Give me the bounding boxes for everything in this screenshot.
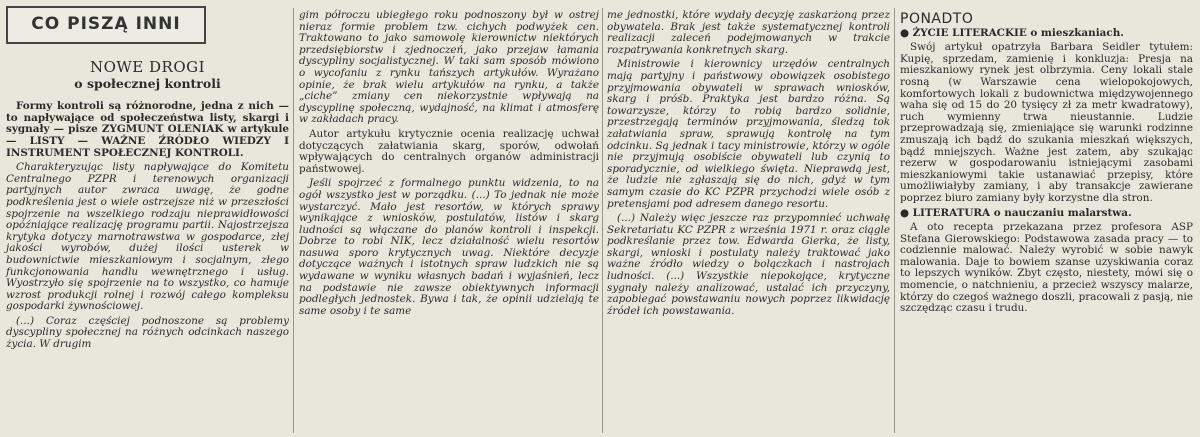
article-column-3 bbox=[607, 10, 890, 320]
article-paragraph: (...) Należy więc jeszcze raz przypomnieć uchwałę Sekretariatu KC PZPR z września 1971 r. oraz ciągle podkreślanie przez tow. Edwarda Gierka, że listy, skargi, wnioski i postulaty należy traktować jako ważne źródło wiedzy o bolączkach i nastrojach ludności. (...) Wszystkie niepokojące, krytyczne sygnały należy analizować, ustalać ich przyczyny, zapobiegać powstawaniu nowych poprzez likwidację źródeł ich powstawania. bbox=[607, 212, 890, 317]
column-divider bbox=[293, 8, 294, 433]
article-column-1 bbox=[6, 6, 289, 354]
ponadto-item-lead: ● LITERATURA o nauczaniu malarstwa. bbox=[900, 206, 1132, 219]
article-title: NOWE DROGI bbox=[89, 58, 206, 76]
article-paragraph: Jeśli spojrzeć z formalnego punktu widzenia, to na ogół wszystko jest w porządku. (...) To jednak nie może wystarczyć. Mało jest resortów, w których sprawy wynikające z wniosków, postulatów, listów i skarg ludności są włączane do planów kontroli i inspekcji. Dobrze to robi NIK, lecz działalność wielu resortów nasuwa sporo krytycznych uwag. Niektóre decyzje dotyczące ważnych i istotnych spraw ludzkich nie są wydawane w wyniku własnych badań i wyjaśnień, lecz na podstawie nie zawsze obiektywnych informacji podległych jednostek. Bywa i tak, że opinii udzielają te same osoby i te same bbox=[299, 177, 599, 317]
article-paragraph: Autor artykułu krytycznie ocenia realizację uchwał dotyczących załatwiania skarg, sporów, odwołań wpływających do centralnych organów administracji państwowej. bbox=[299, 127, 599, 175]
article-paragraph: me jednostki, które wydały decyzję zaskarżoną przez obywatela. Brak jest także systematycznej kontroli realizacji zaleceń podejmowanych w trakcie rozpatrywania konkretnych skarg. bbox=[607, 9, 890, 56]
column-divider bbox=[602, 8, 603, 433]
ponadto-item-lead: ● ŻYCIE LITERACKIE o mieszkaniach. bbox=[900, 26, 1124, 39]
ponadto-item-text: Swój artykuł opatrzyła Barbara Seidler tytułem: Kupię, sprzedam, zamienię i konkluzja: Presja na mieszkaniowy rynek jest olbrzymia. Ceny lokali stale rosną (w Warszawie cena wielopokojowych, komfortowych lokali z budownictwa międzywojennego waha się od 15 do 20 tysięcy zł za metr kwadratowy), ruch wymienny trwa nieustannie. Ludzie przeprowadzają się, zmieniające się warunki rodzinne zmuszają ich bądź do szukania mieszkań większych, bądź mniejszych. Ważne jest zatem, aby szukając rezerw w gospodarowaniu istniejącymi zasobami mieszkaniowymi takie ustanawiać przepisy, które umożliwiałyby zamiany, i aby transakcje zawierane poprzez biuro zamiany były korzystne dla stron. bbox=[900, 41, 1193, 204]
ponadto-column bbox=[900, 11, 1193, 318]
article-lead: Formy kontroli są różnorodne, jedna z nich — to napływające od społeczeństwa listy, skargi i sygnały — pisze ZYGMUNT OLENIAK w artykule — LISTY — WAŻNE ŹRÓDŁO WIEDZY I INSTRUMENT SPOŁECZNEJ KONTROLI. bbox=[6, 100, 289, 159]
section-title: CO PISZĄ INNI bbox=[31, 14, 181, 35]
article-paragraph: gim półroczu ubiegłego roku podnoszony był w ostrej nieraz formie problem tzw. cichych podwyżek cen. Traktowano to jako samowolę kierownictw niektórych przedsiębiorstw i zjednoczeń, jako przejaw łamania dyscypliny socjalistycznej. W taki sam sposób mówiono o wycofaniu z rynku tańszych artykułów. Wyrażano opinie, że brak wielu artykułów na rynku, a także „ciche” zmiany cen niekorzystnie wpływają na dyscyplinę społeczną, wydajność, na klimat i atmosferę w zakładach pracy. bbox=[299, 9, 599, 126]
section-header-box bbox=[6, 6, 206, 44]
article-paragraph: Charakteryzując listy napływające do Komitetu Centralnego PZPR i terenowych organizacji partyjnych autor zwraca uwagę, że godne podkreślenia jest o wiele ostrzejsze niż w przeszłości spojrzenie na wszelkiego rodzaju nieprawidłowości opóźniające realizację programu partii. Najostrzejsza krytyka dotyczy marnotrawstwa w gospodarce, złej jakości wyrobów, dużej ilości usterek w budownictwie mieszkaniowym i socjalnym, złego funkcjonowania handlu wewnętrznego i usług. Wyostrzyło się spojrzenie na to wszystko, co hamuje wzrost produkcji rolnej i rozwój całego kompleksu gospodarki żywnościowej. bbox=[6, 161, 289, 313]
column-divider bbox=[894, 8, 895, 433]
article-paragraph: (...) Coraz częściej podnoszone są problemy dyscypliny społecznej na różnych odcinkach naszego życia. W drugim bbox=[6, 314, 289, 351]
ponadto-item-text: A oto recepta przekazana przez profesora ASP Stefana Gierowskiego: Podstawowa zasada pracy — to codziennie malować. Należy wyrobić w sobie nawyk malowania. Daje to bowiem szanse uzyskiwania coraz to lepszych wyników. Zbyt często, niestety, mówi się o momencie, o natchnieniu, a przecież wszyscy malarze, którzy do czegoś ważnego doszli, pracowali z pasją, nie szczędząc czasu i trudu. bbox=[900, 221, 1193, 315]
article-subtitle: o społecznej kontroli bbox=[74, 75, 221, 91]
article-column-2 bbox=[299, 10, 599, 320]
article-paragraph: Ministrowie i kierownicy urzędów centralnych mają partyjny i państwowy obowiązek osobistego przyjmowania obywateli w sprawach wniosków, skarg i próśb. Praktyka jest bardzo różna. Są towarzysze, którzy to robią bardzo solidnie, przestrzegają terminów przyjmowania, śledzą tok załatwiania spraw, sprawują kontrolę na tym odcinku. Są jednak i tacy ministrowie, którzy w ogóle nie przyjmują osobiście obywateli lub czynią to sporadycznie, od wielkiego święta. Nieprawdą jest, że ludzie nie zgłaszają się do nich, gdyż w tym samym czasie do KC PZPR przychodzi wiele osób z pretensjami pod adresem danego resortu. bbox=[607, 58, 890, 210]
ponadto-heading: PONADTO bbox=[900, 11, 974, 27]
